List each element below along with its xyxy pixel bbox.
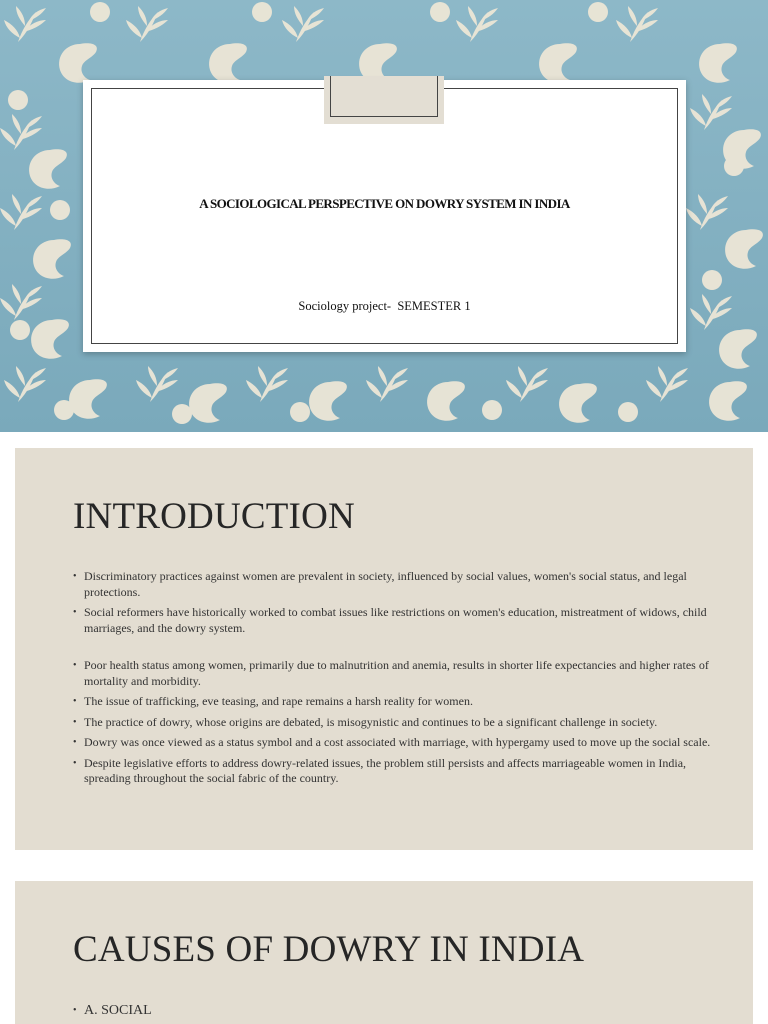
list-item [73, 569, 713, 600]
bullet-glyph: • [73, 737, 77, 748]
introduction-heading: INTRODUCTION [73, 496, 355, 537]
introduction-slide [15, 448, 753, 850]
bullet-text: Poor health status among women, primarily due to malnutrition and anemia, results in shorter life expectancies and higher rates of mortality and morbidity. [84, 658, 709, 688]
bullet-glyph: • [73, 696, 77, 707]
bullet-text: The issue of trafficking, eve teasing, and rape remains a harsh reality for women. [84, 694, 473, 708]
title-card-tab-frame [330, 76, 438, 117]
list-item [73, 658, 713, 689]
list-item [73, 756, 713, 787]
causes-heading: CAUSES OF DOWRY IN INDIA [73, 929, 585, 970]
bullet-glyph: • [73, 660, 77, 671]
bullet-text: A. SOCIAL [84, 1003, 152, 1018]
bullet-glyph: • [73, 1005, 77, 1016]
bullet-text: Discriminatory practices against women are prevalent in society, influenced by social values, women's social status, and legal protections. [84, 569, 687, 599]
list-item [73, 605, 713, 636]
bullet-glyph: • [73, 757, 77, 769]
title-card [83, 80, 686, 352]
causes-bullet-list [73, 1003, 713, 1024]
bullet-text: Dowry was once viewed as a status symbol and a cost associated with marriage, with hypergamy used to move up the social scale. [84, 735, 711, 749]
list-item [73, 735, 713, 751]
presentation-title: A SOCIOLOGICAL PERSPECTIVE ON DOWRY SYSTEM IN INDIA [199, 196, 570, 211]
list-item [73, 1003, 713, 1019]
title-card-tab [324, 76, 444, 124]
bullet-text: Social reformers have historically worked to combat issues like restrictions on women's education, mistreatment of widows, child marriages, and the dowry system. [84, 605, 707, 635]
bullet-glyph: • [73, 571, 77, 582]
title-slide [0, 0, 768, 432]
introduction-bullet-list [73, 569, 713, 792]
causes-slide [15, 881, 753, 1024]
list-item [73, 715, 713, 731]
bullet-glyph: • [73, 607, 77, 618]
presentation-subtitle: Sociology project- SEMESTER 1 [298, 299, 471, 313]
bullet-text: The practice of dowry, whose origins are debated, is misogynistic and continues to be a significant challenge in society. [84, 714, 658, 729]
bullet-text: Despite legislative efforts to address dowry-related issues, the problem still persists and affects marriageable women in India, spreading throughout the social fabric of the country. [84, 755, 687, 785]
list-item [73, 694, 713, 710]
bullet-glyph: • [73, 716, 77, 728]
